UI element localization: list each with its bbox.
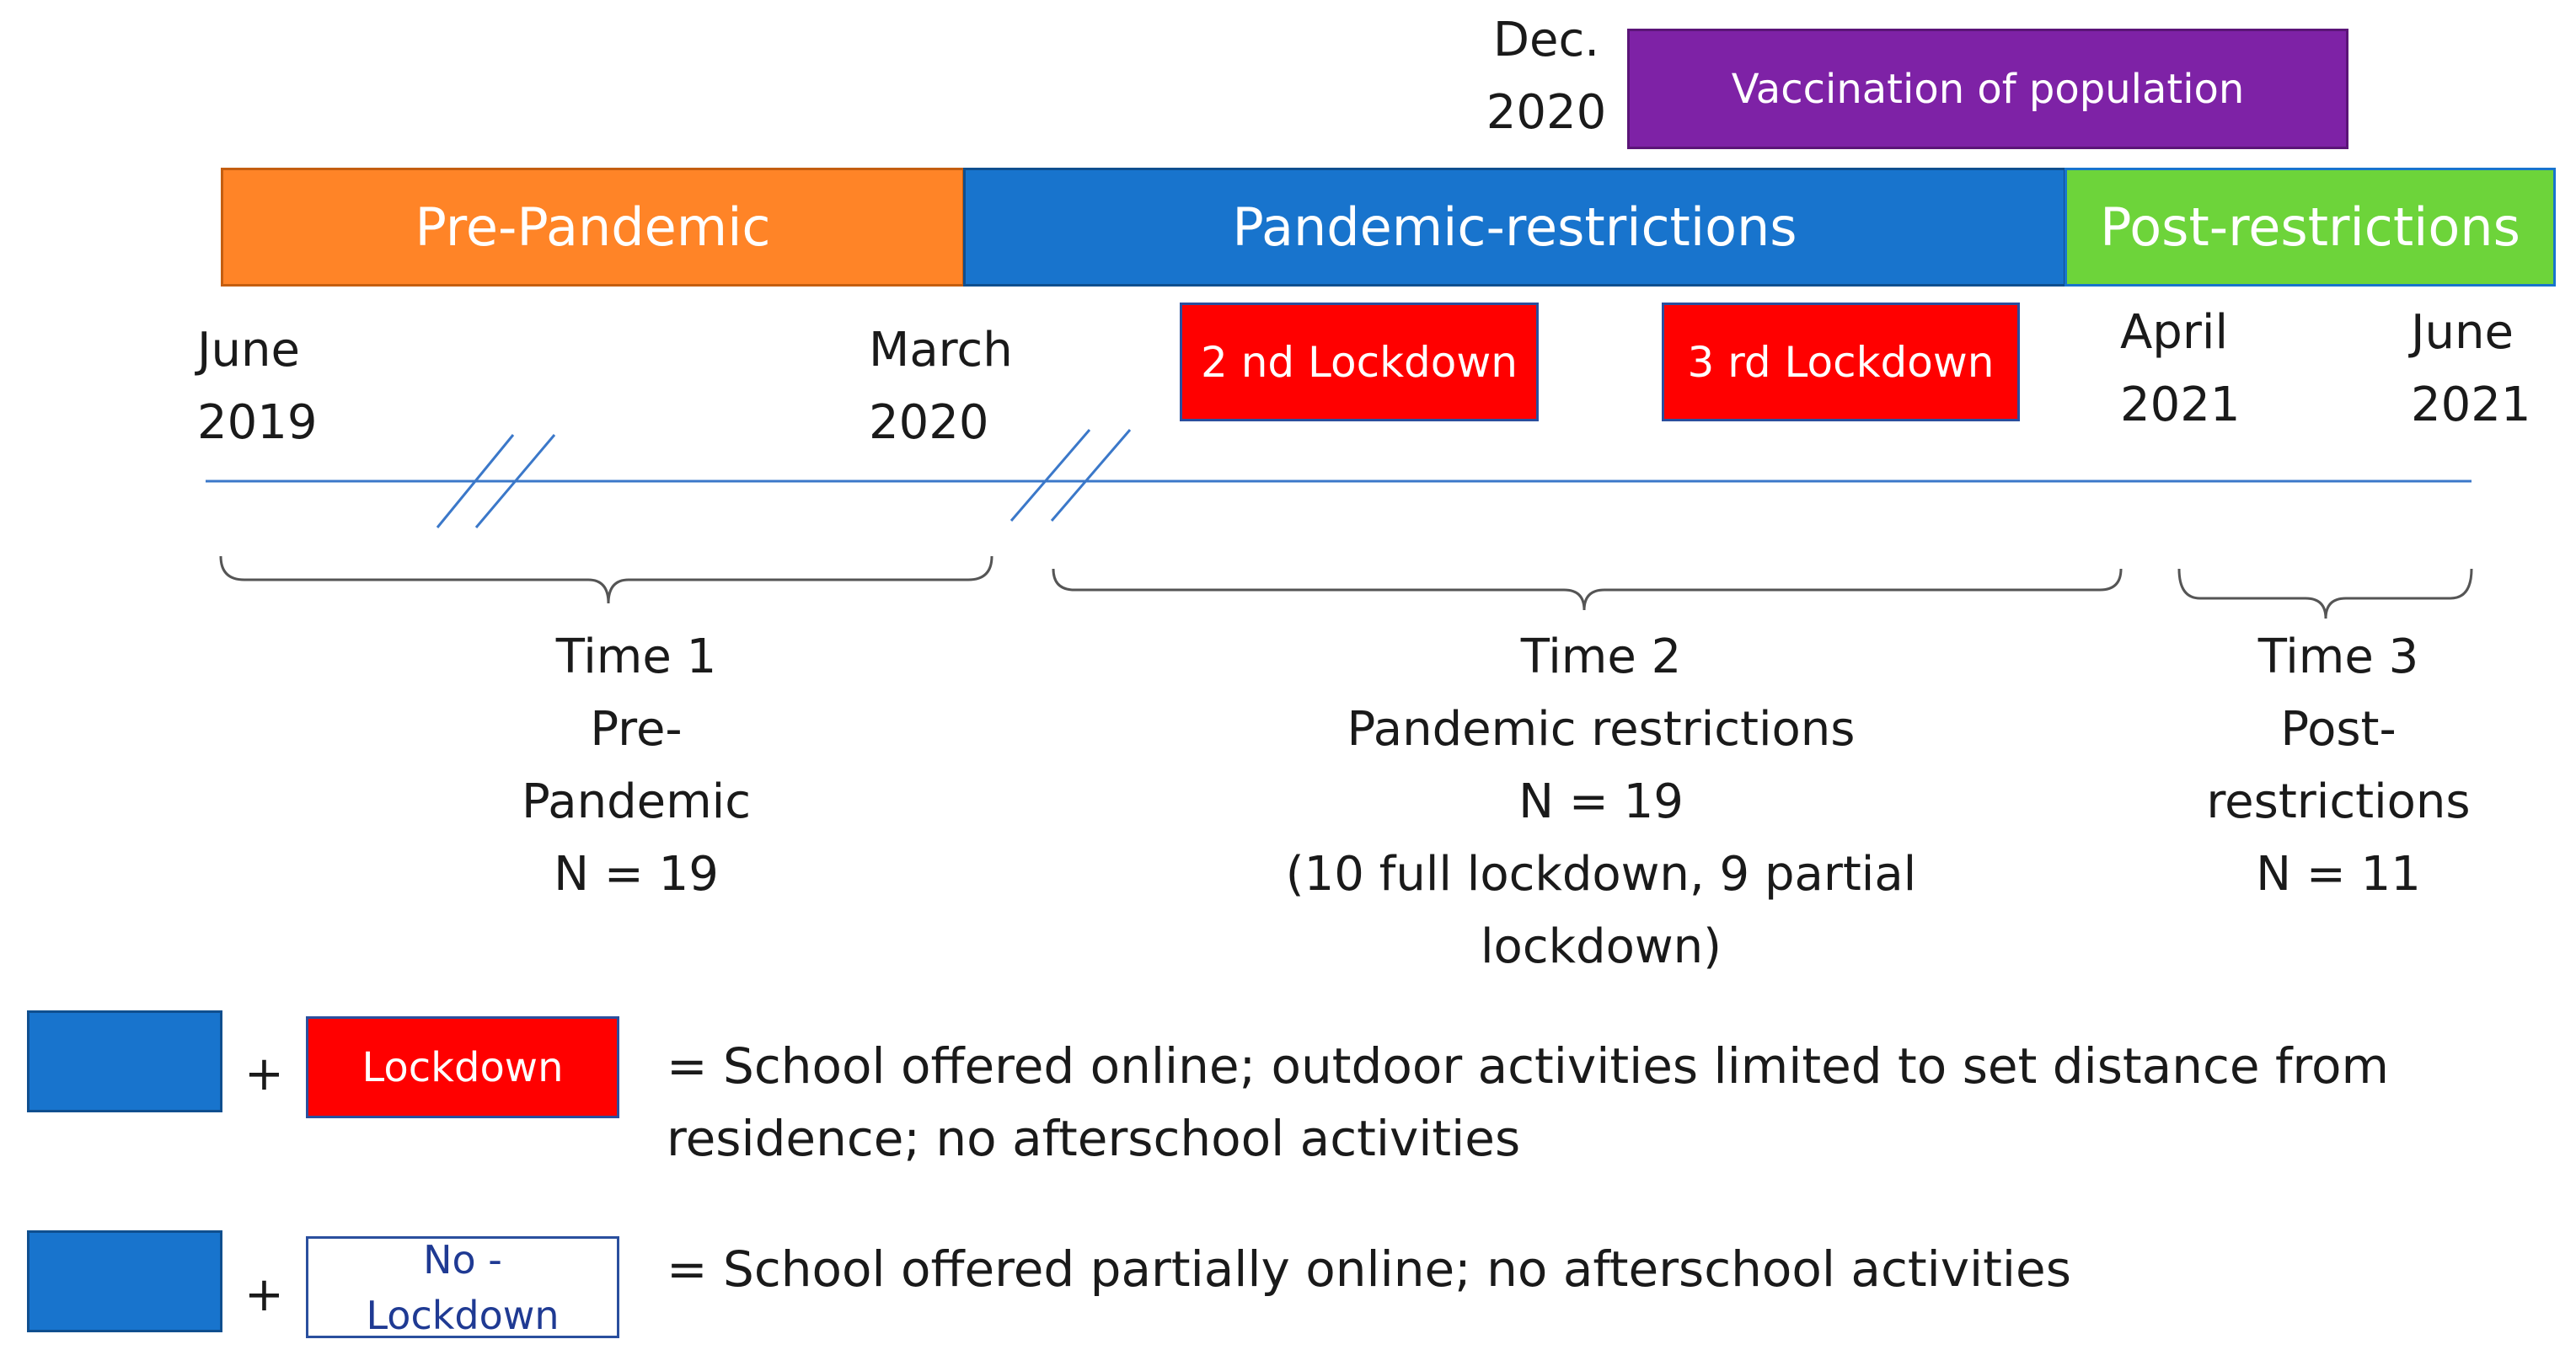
vaccination-label: Vaccination of population: [1731, 65, 2245, 113]
date-april-2021: April 2021: [2120, 305, 2241, 432]
legend-restriction-swatch-2: [27, 1230, 222, 1332]
legend-no-lockdown-line2: Lockdown: [366, 1292, 560, 1338]
legend-plus-1: +: [244, 1047, 284, 1101]
time-2-group: Time 2 Pandemic restrictions N = 19 (10 full lockdown, 9 partial lockdown): [1222, 621, 1980, 983]
legend-lockdown-description: = School offered online; outdoor activities limited to set distance from residence; no afterschool activities: [667, 1037, 2389, 1167]
time-1-n: N = 19: [554, 847, 719, 902]
brace-time-1: [221, 556, 992, 603]
legend-restriction-swatch-1: [27, 1010, 222, 1112]
time-3-group: Time 3 Post- restrictions N = 11: [2170, 621, 2507, 911]
second-lockdown-label: 2 nd Lockdown: [1201, 337, 1518, 387]
phase-pre-label: Pre-Pandemic: [415, 196, 771, 258]
brace-time-3: [2179, 569, 2472, 619]
time-3-n: N = 11: [2256, 847, 2421, 902]
date-march-2020: March 2020: [869, 323, 1013, 450]
legend-lockdown-label: Lockdown: [361, 1043, 564, 1091]
legend-no-lockdown-line1: No -: [423, 1236, 502, 1283]
brace-time-2: [1053, 569, 2121, 610]
time-1-group: Time 1 Pre- Pandemic N = 19: [438, 621, 834, 911]
legend-plus-2: +: [244, 1267, 284, 1322]
time-3-title: Time 3: [2257, 629, 2419, 684]
phase-post-label: Post-restrictions: [2100, 196, 2520, 258]
date-june-2019: June 2019: [197, 323, 318, 450]
phase-pandemic-label: Pandemic-restrictions: [1232, 196, 1797, 258]
legend-no-lockdown-description: = School offered partially online; no afterschool activities: [667, 1240, 2071, 1298]
time-1-title: Time 1: [555, 629, 717, 684]
legend-lockdown-box: [306, 1016, 619, 1118]
time-2-title: Time 2: [1520, 629, 1682, 684]
time-2-n: N = 19: [1518, 774, 1684, 829]
vaccination-date: Dec. 2020: [1486, 13, 1607, 140]
date-june-2021: June 2021: [2411, 305, 2531, 432]
third-lockdown-label: 3 rd Lockdown: [1687, 337, 1995, 387]
break-mark-2: [1011, 430, 1130, 521]
legend-no-lockdown-box: [306, 1236, 619, 1338]
